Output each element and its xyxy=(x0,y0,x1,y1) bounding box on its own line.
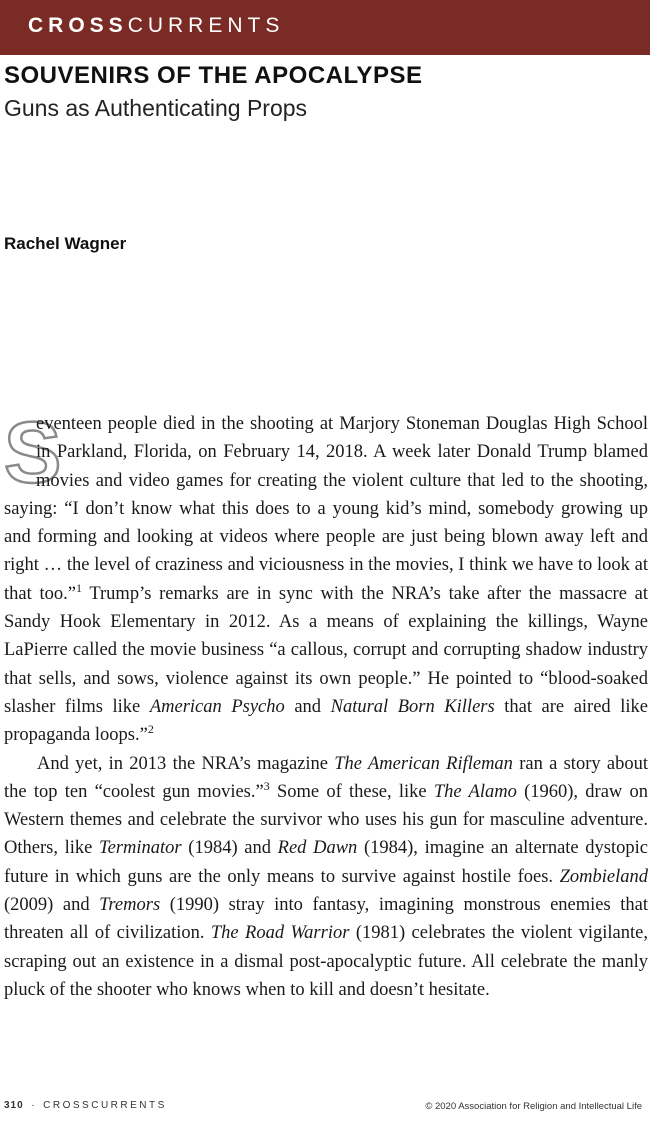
footnote-ref-1: 1 xyxy=(75,580,82,595)
film-title-zombieland: Zombieland xyxy=(559,866,648,887)
footer-journal: CROSSCURRENTS xyxy=(43,1100,167,1111)
footnote-ref-2: 2 xyxy=(147,722,154,737)
p2-text-8: (1990) stray into fantasy, imagining monstrous enemies that threaten all of civilization. xyxy=(4,895,648,944)
footer-left xyxy=(4,1100,167,1111)
footnote-ref-3: 3 xyxy=(263,778,270,793)
article-subtitle: Guns as Authenticating Props xyxy=(4,95,308,121)
p2-text-6: (1984), imagine an alternate dystopic future in which guns are the only means to survive against hostile foes. xyxy=(4,838,648,887)
page-number: 310 xyxy=(4,1100,24,1111)
film-title-american-psycho: American Psycho xyxy=(149,696,285,717)
p2-text-9: (1981) celebrates the violent vigilante, scraping out an existence in a dismal post-apocalyptic future. All celebrate the manly pluck of the shooter who knows when to kill and doesn’t hesitate. xyxy=(4,923,648,1000)
film-title-natural-born-killers: Natural Born Killers xyxy=(330,696,495,717)
p2-text-3: Some of these, like xyxy=(269,781,434,802)
p2-text-2: ran a story about the top ten “coolest gun movies.” xyxy=(4,753,648,802)
film-title-red-dawn: Red Dawn xyxy=(277,838,358,859)
p1-text-4: that are aired like propaganda loops.” xyxy=(4,696,648,746)
film-title-tremors: Tremors xyxy=(99,895,161,916)
footer-copyright: © 2020 Association for Religion and Intellectual Life xyxy=(425,1101,642,1112)
article-body xyxy=(4,405,649,1004)
p2-text-7: (2009) and xyxy=(4,895,100,916)
film-title-terminator: Terminator xyxy=(99,838,182,859)
article-title: SOUVENIRS OF THE APOCALYPSE xyxy=(4,62,423,89)
journal-name xyxy=(28,15,284,36)
p2-text-1: And yet, in 2013 the NRA’s magazine xyxy=(37,753,335,774)
paragraph-2 xyxy=(4,750,648,1005)
journal-banner xyxy=(0,0,650,55)
film-title-road-warrior: The Road Warrior xyxy=(210,923,350,944)
p1-text-2: Trump’s remarks are in sync with the NRA’s take after the massacre at Sandy Hook Elementary in 2012. As a means of explaining the killings, Wayne LaPierre called the movie business “a callous, corrupt and corrupting shadow industry that sells, and sows, violence against its own people.” He pointed to “blood-soaked slasher films like xyxy=(4,583,648,717)
article-author: Rachel Wagner xyxy=(4,234,127,253)
p1-text-3: and xyxy=(284,696,331,717)
p2-text-4: (1960), draw on Western themes and celebrate the survivor who uses his gun for masculine adventure. Others, like xyxy=(4,781,649,859)
paragraph-1 xyxy=(4,405,648,750)
journal-name-light: CURRENTS xyxy=(127,14,285,37)
magazine-title-american-rifleman: The American Rifleman xyxy=(334,753,513,774)
drop-cap: S xyxy=(4,405,62,501)
footer-separator: · xyxy=(31,1100,36,1111)
p1-text-1: eventeen people died in the shooting at Marjory Stoneman Douglas High School in Parkland, Florida, on February 14, 2018. A week later Donald Trump blamed movies and video games for creating the violent culture that led to the shooting, saying: “I don’t know what this does to a young kid’s mind, somebody growing up and forming and looking at videos where people are just being blown away left and right … the level of craziness and viciousness in the movies, I think we have to look at that too.” xyxy=(4,414,648,604)
journal-name-bold: CROSS xyxy=(28,14,128,37)
p2-text-5: (1984) and xyxy=(181,838,278,859)
film-title-the-alamo: The Alamo xyxy=(433,781,517,802)
